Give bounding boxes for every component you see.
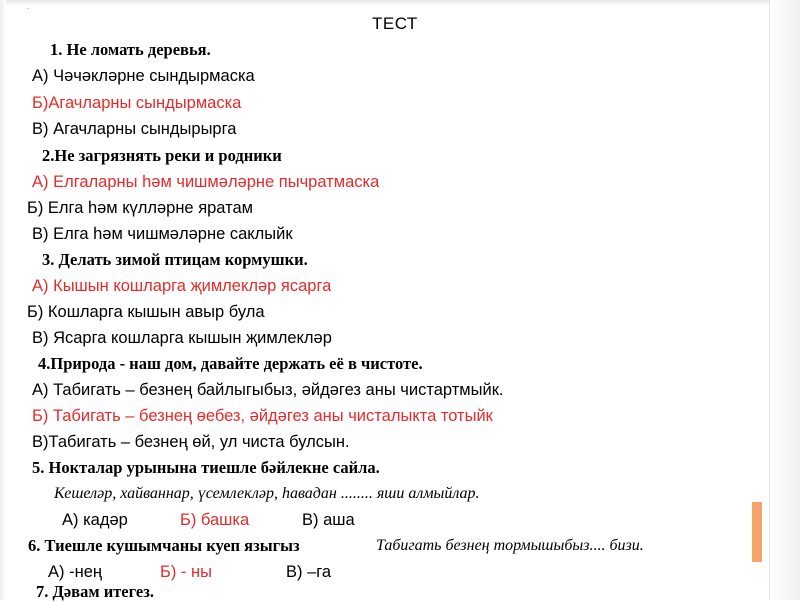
question-3-heading: 3. Делать зимой птицам кормушки. [42, 250, 308, 269]
slide-top-border [0, 0, 800, 6]
question-2-heading: 2.Не загрязнять реки и родники [42, 146, 282, 165]
slide-right-border [769, 0, 800, 600]
question-1-option-a: А) Чәчәкләрне сындырмаска [32, 67, 255, 85]
question-6-choice-c: В) –га [286, 563, 332, 581]
question-3-option-c: В) Ясарга кошларга кышын җимлекләр [32, 329, 332, 347]
orange-accent-bar [752, 502, 762, 562]
question-5-sentence: Кешеләр, хайваннар, үсемлекләр, һавадан ........ яши алмыйлар. [54, 485, 480, 502]
question-6-sentence: Табигать безнең тормышыбыз.... бизи. [376, 537, 644, 554]
question-4-option-c: В)Табигать – безнең өй, ул чиста булсын. [32, 433, 350, 451]
question-5-choice-a: А) кадәр [62, 511, 128, 529]
question-4-heading: 4.Природа - наш дом, давайте держать её в чистоте. [38, 354, 423, 373]
question-5-heading: 5. Нокталар урынына тиешле бәйлекне сайла. [32, 458, 380, 477]
question-6-choice-a: А) -нең [48, 563, 102, 581]
question-4-option-a: А) Табигать – безнең байлыгыбыз, әйдәгез аны чистартмыйк. [32, 381, 504, 399]
question-5-choice-c: В) аша [302, 511, 355, 529]
slide-left-border [0, 0, 6, 600]
question-5-choice-b-correct: Б) башка [180, 511, 250, 529]
question-3-option-a-correct: А) Кышын кошларга җимлекләр ясарга [32, 277, 332, 295]
question-6-choice-b-correct: Б) - ны [160, 563, 212, 581]
question-2-option-a-correct: А) Елгаларны һәм чишмәләрне пычратмаска [32, 173, 380, 191]
question-1-option-b-correct: Б)Агачларны сындырмаска [32, 94, 242, 112]
slide-dot-marker: · [26, 4, 30, 15]
question-2-option-b: Б) Елга һәм күлләрне яратам [27, 199, 254, 217]
question-2-option-c: В) Елга һәм чишмәләрне саклыйк [32, 225, 293, 243]
question-4-option-b-correct: Б) Табигать – безнең өебез, әйдәгез аны чисталыкта тотыйк [32, 407, 493, 425]
page-title: ТЕСТ [372, 14, 418, 33]
question-1-option-c: В) Агачларны сындырырга [32, 120, 237, 138]
question-7-heading: 7. Дәвам итегез. [36, 582, 154, 601]
question-3-option-b: Б) Кошларга кышын авыр була [27, 303, 265, 321]
question-6-heading: 6. Тиешле кушымчаны куеп языгыз [28, 536, 300, 555]
question-1-heading: 1. Не ломать деревья. [50, 40, 211, 59]
